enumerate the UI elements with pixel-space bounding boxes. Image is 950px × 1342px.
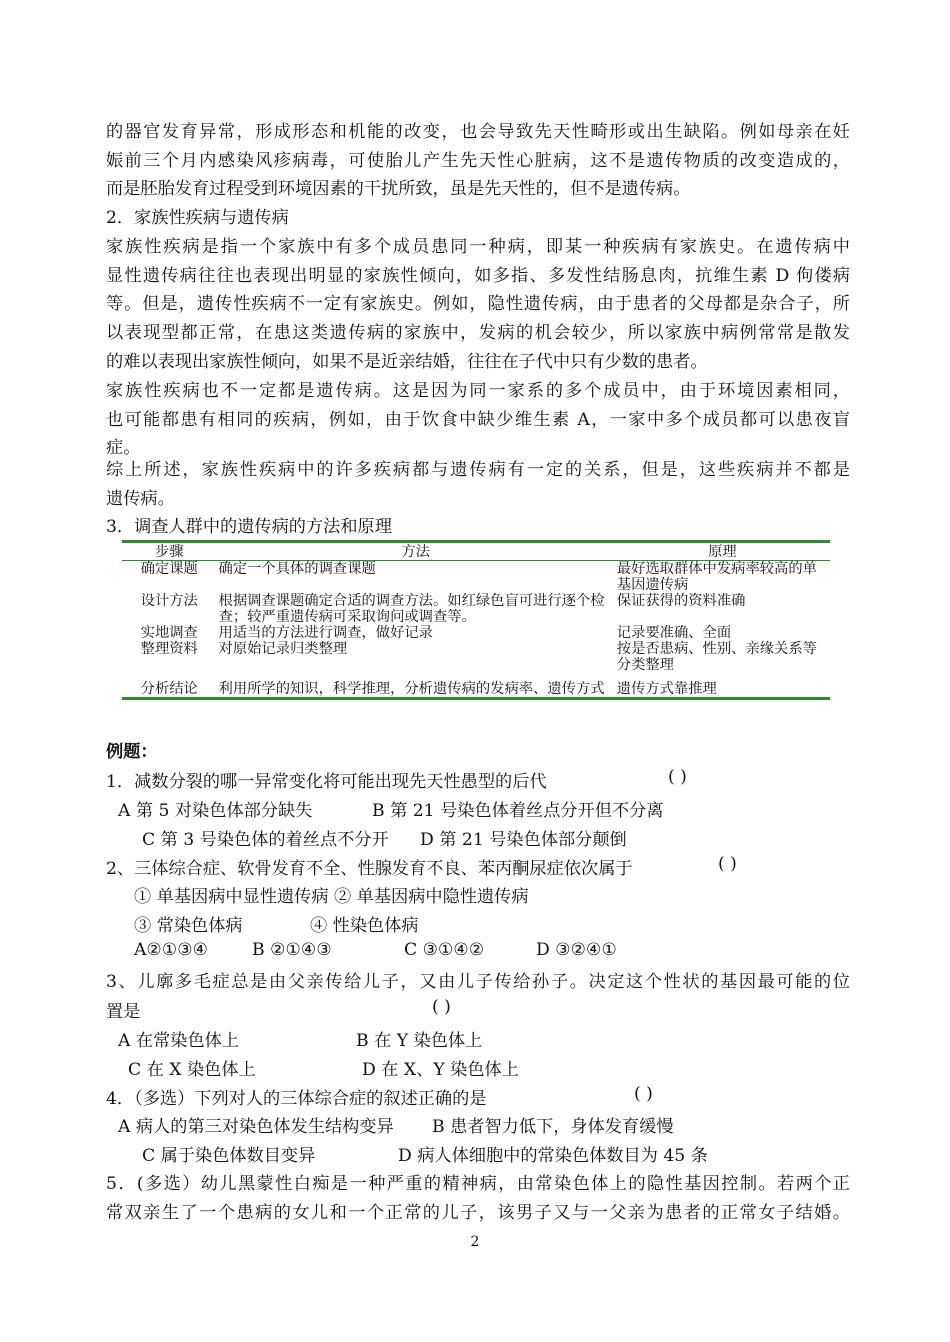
text-line: 也可能都患有相同的疾病，例如，由于饮食中缺少维生素 A，一家中多个成员都可以患夜盲 bbox=[106, 409, 850, 430]
question-1-answer-blank: ( ) bbox=[668, 767, 687, 787]
table-cell: 利用所学的知识，科学推理，分析遗传病的发病率、遗传方式 bbox=[218, 681, 605, 697]
table-cell: 确定一个具体的调查课题 bbox=[218, 561, 376, 577]
text-line: 3、儿廓多毛症总是由父亲传给儿子，又由儿子传给孙子。决定这个性状的基因最可能的位 bbox=[106, 972, 850, 992]
table-cell: 分析结论 bbox=[140, 681, 198, 697]
table-cell: 根据调查课题确定合适的调查方法。如红绿色盲可进行逐个检查；较严重遗传病可采取询问或调查等。 bbox=[218, 593, 605, 625]
question-2-option-d: D ③②④① bbox=[536, 940, 617, 960]
page-number: 2 bbox=[470, 1234, 480, 1250]
table-row bbox=[122, 593, 830, 625]
question-4-answer-blank: ( ) bbox=[634, 1084, 653, 1104]
table-cell: 确定课题 bbox=[140, 561, 198, 577]
table-cell: 整理资料 bbox=[140, 641, 198, 657]
question-1-stem: 1．减数分裂的哪一异常变化将可能出现先天性愚型的后代 bbox=[106, 772, 547, 792]
column-header-step: 步骤 bbox=[122, 542, 217, 561]
question-2-stem: 2、三体综合症、软骨发育不全、性腺发育不良、苯丙酮尿症依次属于 bbox=[106, 859, 633, 879]
text-line: 5．(多选）幼儿黑蒙性白痴是一种严重的精神病，由常染色体上的隐性基因控制。若两个正 bbox=[106, 1174, 850, 1194]
table-cell: 对原始记录归类整理 bbox=[218, 641, 348, 657]
question-2-line-2a: ③ 常染色体病 bbox=[134, 916, 243, 936]
table-cell: 记录要准确、全面 bbox=[616, 625, 732, 641]
table-row bbox=[122, 641, 830, 673]
question-1-option-d: D 第 21 号染色体部分颠倒 bbox=[420, 830, 627, 850]
text-line: 家族性疾病也不一定都是遗传病。这是因为同一家系的多个成员中，由于环境因素相同， bbox=[106, 381, 850, 401]
heading-text: 例题： bbox=[106, 742, 158, 762]
question-3-option-d: D 在 X、Y 染色体上 bbox=[362, 1060, 519, 1080]
table-cell: 保证获得的资料准确 bbox=[616, 593, 746, 609]
question-4-option-d: D 病人体细胞中的常染色体数目为 45 条 bbox=[398, 1146, 708, 1166]
table-cell: 遗传方式靠推理 bbox=[616, 681, 717, 697]
text-line: 常双亲生了一个患病的女儿和一个正常的儿子，该男子又与一父亲为患者的正常女子结婚。 bbox=[106, 1202, 850, 1223]
question-3-stem-continued: 置是 bbox=[106, 1002, 141, 1022]
question-4-option-b: B 患者智力低下，身体发育缓慢 bbox=[432, 1117, 674, 1137]
table-header-row bbox=[122, 542, 830, 561]
question-3-answer-blank: ( ) bbox=[432, 997, 451, 1017]
table-row bbox=[122, 625, 830, 641]
table-cell: 设计方法 bbox=[140, 593, 198, 609]
text-line: 而是胚胎发育过程受到环境因素的干扰所致，虽是先天性的，但不是遗传病。 bbox=[106, 179, 691, 200]
question-2-option-a: A②①③④ bbox=[134, 940, 209, 960]
section-2-paragraph-2 bbox=[106, 377, 850, 463]
section-2-paragraph-1 bbox=[106, 233, 850, 377]
question-2-line-1: ① 单基因病中显性遗传病 ② 单基因病中隐性遗传病 bbox=[134, 887, 529, 907]
survey-method-table bbox=[122, 540, 830, 700]
question-1-option-c: C 第 3 号染色体的着丝点不分开 bbox=[142, 830, 389, 850]
question-3-option-c: C 在 X 染色体上 bbox=[128, 1060, 256, 1080]
question-5-stem bbox=[106, 1170, 850, 1227]
text-line: 的难以表现出家族性倾向，如果不是近亲结婚，往往在子代中只有少数的患者。 bbox=[106, 351, 708, 372]
text-line: 的器官发育异常，形成形态和机能的改变，也会导致先天性畸形或出生缺陷。例如母亲在妊 bbox=[106, 122, 850, 142]
question-2-option-b: B ②①④③ bbox=[252, 940, 332, 960]
question-2-line-2b: ④ 性染色体病 bbox=[310, 916, 419, 936]
text-line: 遗传病。 bbox=[106, 488, 175, 509]
question-4-stem: 4．（多选）下列对人的三体综合症的叙述正确的是 bbox=[106, 1089, 487, 1109]
question-3-option-b: B 在 Y 染色体上 bbox=[356, 1031, 483, 1051]
question-4-option-c: C 属于染色体数目变异 bbox=[142, 1146, 316, 1166]
question-2-option-c: C ③①④② bbox=[404, 940, 485, 960]
table-cell: 按是否患病、性别、亲缘关系等分类整理 bbox=[616, 641, 817, 673]
question-1-option-a: A 第 5 对染色体部分缺失 bbox=[118, 801, 313, 821]
section-2-heading bbox=[106, 204, 850, 233]
question-2-answer-blank: ( ) bbox=[718, 854, 737, 874]
table-cell: 实地调查 bbox=[140, 625, 198, 641]
text-line: 家族性疾病是指一个家族中有多个成员患同一种病，即某一种疾病有家族史。在遗传病中 bbox=[106, 237, 850, 257]
table-row bbox=[122, 673, 830, 699]
text-line: 综上所述，家族性疾病中的许多疾病都与遗传病有一定的关系，但是，这些疾病并不都是 bbox=[106, 460, 850, 480]
text-line: 症。 bbox=[106, 438, 141, 459]
text-line: 以表现型都正常，在患这类遗传病的家族中，发病的机会较少，所以家族中病例常常是散发 bbox=[106, 323, 850, 344]
heading-text: 3．调查人群中的遗传病的方法和原理 bbox=[106, 517, 392, 537]
column-header-principle: 原理 bbox=[615, 542, 830, 561]
column-header-method: 方法 bbox=[217, 542, 615, 561]
intro-paragraph bbox=[106, 118, 850, 204]
table-cell: 最好选取群体中发病率较高的单基因遗传病 bbox=[616, 561, 817, 593]
question-4-option-a: A 病人的第三对染色体发生结构变异 bbox=[118, 1117, 394, 1137]
examples-heading bbox=[106, 738, 850, 767]
question-3-stem bbox=[106, 968, 850, 997]
table-row bbox=[122, 561, 830, 594]
table-cell: 用适当的方法进行调查，做好记录 bbox=[218, 625, 433, 641]
heading-text: 2．家族性疾病与遗传病 bbox=[106, 208, 289, 228]
question-1-option-b: B 第 21 号染色体着丝点分开但不分离 bbox=[372, 801, 664, 821]
question-3-option-a: A 在常染色体上 bbox=[118, 1031, 240, 1051]
section-2-paragraph-3 bbox=[106, 456, 850, 513]
text-line: 娠前三个月内感染风疹病毒，可使胎儿产生先天性心脏病，这不是遗传物质的改变造成的， bbox=[106, 150, 850, 171]
text-line: 显性遗传病往往也表现出明显的家族性倾向，如多指、多发性结肠息肉，抗维生素 D 佝偻病 bbox=[106, 265, 850, 286]
text-line: 等。但是，遗传性疾病不一定有家族史。例如，隐性遗传病，由于患者的父母都是杂合子，所 bbox=[106, 294, 850, 315]
section-3-heading bbox=[106, 513, 850, 542]
